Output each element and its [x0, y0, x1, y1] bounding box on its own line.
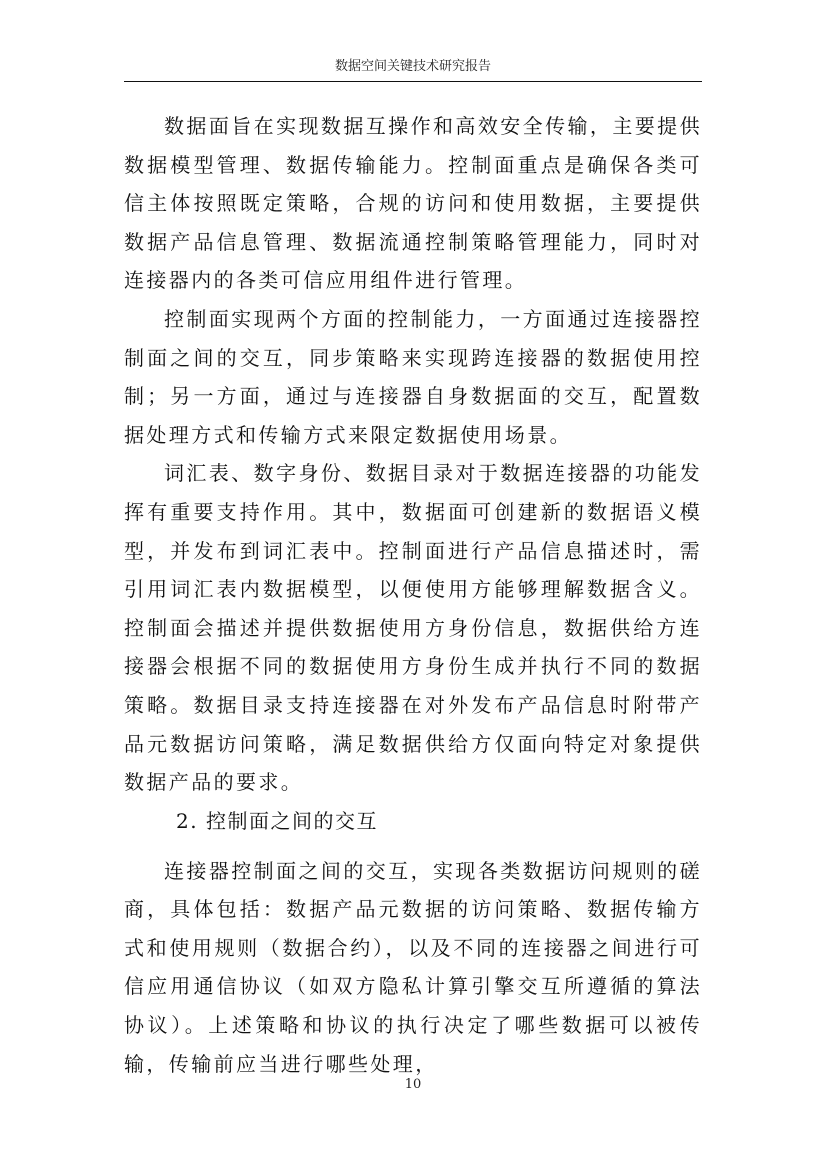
paragraph-data-plane: 数据面旨在实现数据互操作和高效安全传输，主要提供数据模型管理、数据传输能力。控制面重点是确保各类可信主体按照既定策略，合规的访问和使用数据，主要提供数据产品信息管理、数据流通控制策略管理能力，同时对连接器内的各类可信应用组件进行管理。: [124, 114, 702, 293]
paragraph-vocabulary: 词汇表、数字身份、数据目录对于数据连接器的功能发挥有重要支持作用。其中，数据面可创建新的数据语义模型，并发布到词汇表中。控制面进行产品信息描述时，需引用词汇表内数据模型，以便使用方能够理解数据含义。控制面会描述并提供数据使用方身份信息，数据供给方连接器会根据不同的数据使用方身份生成并执行不同的数据策略。数据目录支持连接器在对外发布产品信息时附带产品元数据访问策略，满足数据供给方仅面向特定对象提供数据产品的要求。: [124, 461, 702, 795]
header-rule: [124, 81, 702, 82]
page-number: 10: [404, 1077, 422, 1092]
paragraph-control-interaction: 连接器控制面之间的交互，实现各类数据访问规则的磋商，具体包括：数据产品元数据的访问策略、数据传输方式和使用规则（数据合约），以及不同的连接器之间进行可信应用通信协议（如双方隐私计算引擎交互所遵循的算法协议）。上述策略和协议的执行决定了哪些数据可以被传输，传输前应当进行哪些处理，: [124, 858, 702, 1076]
paragraph-control-plane: 控制面实现两个方面的控制能力，一方面通过连接器控制面之间的交互，同步策略来实现跨连接器的数据使用控制；另一方面，通过与连接器自身数据面的交互，配置数据处理方式和传输方式来限定数据使用场景。: [124, 306, 702, 447]
document-body: [124, 107, 702, 1083]
section-heading: 2. 控制面之间的交互: [176, 808, 378, 833]
running-header: 数据空间关键技术研究报告: [334, 59, 491, 74]
